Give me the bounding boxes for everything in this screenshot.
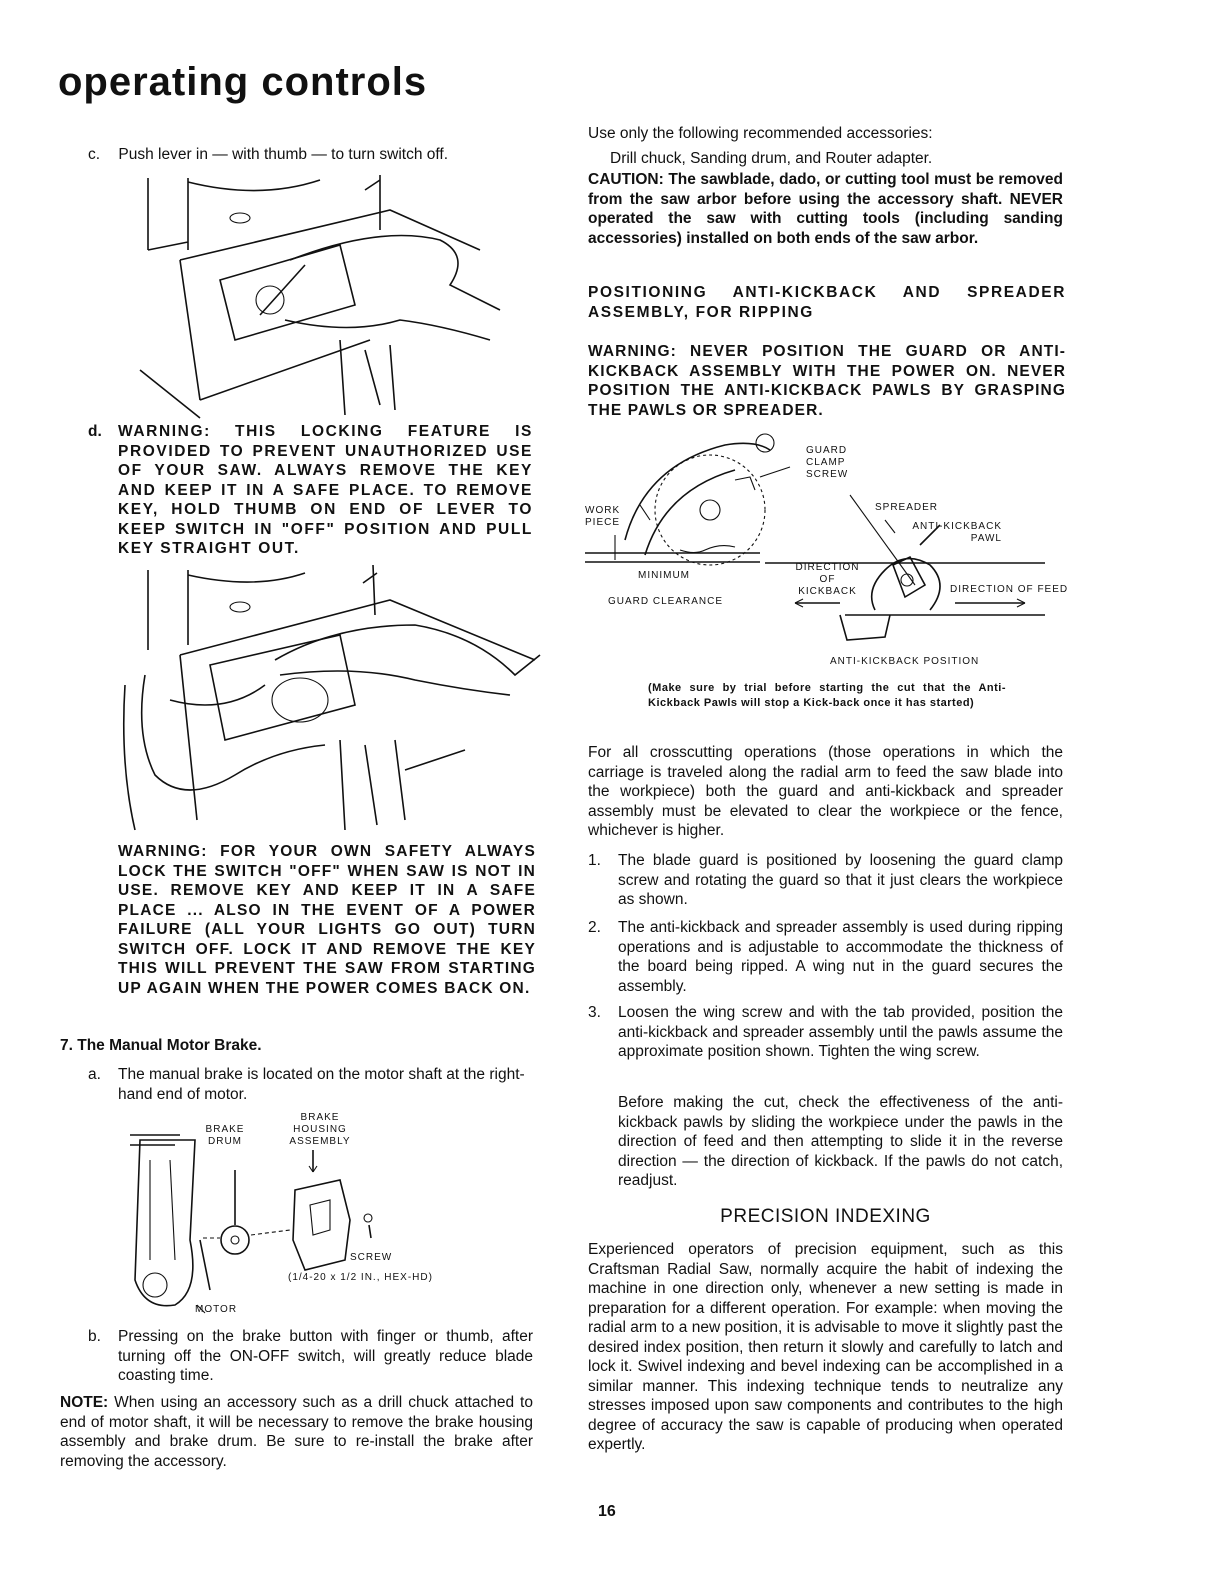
step-2-text: The anti-kickback and spreader assembly is used during ripping operations and is adjustable to accommodate the thickness of the board being ripped. A wing nut in the guard secures the assembly. — [618, 919, 1063, 995]
note-paragraph — [60, 1393, 533, 1471]
step-2 — [588, 918, 1063, 996]
step-3-marker: 3. — [588, 1004, 601, 1021]
step-b — [88, 1327, 533, 1386]
diagram-note: (Make sure by trial before starting the cut that the Anti-Kickback Pawls will stop a Kick-back once it has started) — [648, 682, 1006, 709]
page-title: operating controls — [58, 60, 428, 104]
label-anti-kickback-position: ANTI-KICKBACK POSITION — [830, 656, 980, 667]
step-d-marker: d. — [88, 423, 102, 440]
step-1-text: The blade guard is positioned by loosening the guard clamp screw and rotating the guard so that it just clears the workpiece as shown. — [618, 852, 1063, 908]
step-d-text: WARNING: THIS LOCKING FEATURE IS PROVIDED TO PREVENT UNAUTHORIZED USE OF YOUR SAW. ALWAYS REMOVE THE KEY AND KEEP IT IN A SAFE PLACE. TO REMOVE KEY, HOLD THUMB ON END OF LEVER TO KEEP SWITCH IN "OFF" POSITION AND PULL KEY STRAIGHT OUT. — [118, 423, 533, 557]
label-brake-drum: BRAKE DRUM — [205, 1124, 245, 1147]
precision-indexing-heading: PRECISION INDEXING — [720, 1206, 931, 1227]
label-direction-of-kickback: DIRECTION OF KICKBACK — [795, 562, 860, 597]
positioning-warning: WARNING: NEVER POSITION THE GUARD OR ANTI-KICKBACK ASSEMBLY WITH THE POWER ON. NEVER POSITION THE ANTI-KICKBACK PAWLS BY GRASPING THE PAWLS OR SPREADER. — [588, 343, 1066, 419]
label-screw: SCREW — [350, 1252, 393, 1263]
step-d — [88, 422, 533, 559]
step-c — [88, 145, 538, 165]
step-c-marker: c. — [88, 146, 101, 163]
step-3 — [588, 1003, 1063, 1062]
step-2-marker: 2. — [588, 919, 601, 936]
label-brake-housing: BRAKE HOUSING ASSEMBLY — [289, 1112, 351, 1147]
label-screw-spec: (1/4-20 x 1/2 IN., HEX-HD) — [288, 1272, 433, 1283]
step-a-text: The manual brake is located on the motor shaft at the right-hand end of motor. — [118, 1066, 525, 1103]
crosscut-paragraph: For all crosscutting operations (those operations in which the carriage is traveled along the radial arm to feed the saw blade into the workpiece) both the guard and anti-kickback and spreader assembly must be elevated to clear the workpiece or the fence, whichever is higher. — [588, 744, 1063, 839]
label-motor: MOTOR — [195, 1304, 238, 1315]
label-work-piece: WORK PIECE — [585, 505, 621, 528]
step-c-text: Push lever in — with thumb — to turn switch off. — [118, 146, 449, 163]
label-minimum: MINIMUM — [638, 570, 690, 581]
label-guard-clearance: GUARD CLEARANCE — [608, 596, 724, 607]
accessories-intro: Use only the following recommended accessories: — [588, 125, 933, 142]
label-guard-clamp-screw: GUARD CLAMP SCREW — [806, 445, 849, 480]
caution-paragraph: CAUTION: The sawblade, dado, or cutting tool must be removed from the saw arbor before using the accessory shaft. NEVER operated the saw with cutting tools (including sanding accessories) installed on both ends of the saw arbor. — [588, 171, 1063, 247]
step-a-marker: a. — [88, 1066, 101, 1083]
note-text: When using an accessory such as a drill chuck attached to end of motor shaft, it will be necessary to remove the brake housing assembly and brake drum. Be sure to re-install the brake after removing the accessory. — [60, 1394, 533, 1470]
section7-heading: 7. The Manual Motor Brake. — [60, 1037, 262, 1054]
step-1-marker: 1. — [588, 852, 601, 869]
step-1 — [588, 851, 1063, 910]
key-removal-illustration — [115, 565, 540, 840]
before-cut-paragraph: Before making the cut, check the effectiveness of the anti-kickback pawls by sliding the workpiece under the pawls in the direction of feed and then attempting to slide it in the reverse direction — the direction of kickback. If the pawls do not catch, readjust. — [618, 1094, 1063, 1189]
page-number: 16 — [598, 1503, 616, 1520]
step-b-text: Pressing on the brake button with finger or thumb, after turning off the ON-OFF switch, will greatly reduce blade coasting time. — [118, 1328, 533, 1384]
precision-paragraph: Experienced operators of precision equipment, such as this Craftsman Radial Saw, normally acquire the habit of indexing the machine in one direction only, whenever a new setting is made in preparation for a different operation. For example: when moving the radial arm to a new position, it is advisable to move it slightly past the desired index position, then return it slowly and carefully to latch and lock it. Swivel indexing and bevel indexing can be accomplished in a similar manner. This indexing technique tends to neutralize any stresses imposed upon saw components and contributes to the high degree of accuracy the saw is capable of producing when operated expertly. — [588, 1241, 1063, 1453]
step-b-marker: b. — [88, 1328, 101, 1345]
step-a — [88, 1065, 533, 1104]
label-anti-kickback-pawl: ANTI-KICKBACK PAWL — [912, 521, 1002, 544]
label-direction-of-feed: DIRECTION OF FEED — [950, 584, 1069, 595]
label-spreader: SPREADER — [875, 502, 939, 513]
safety-warning: WARNING: FOR YOUR OWN SAFETY ALWAYS LOCK THE SWITCH "OFF" WHEN SAW IS NOT IN USE. REMOVE KEY AND KEEP IT IN A SAFE PLACE ... ALSO IN THE EVENT OF A POWER FAILURE (ALL YOUR LIGHTS GO OUT) TURN SWITCH OFF. LOCK IT AND REMOVE THE KEY THIS WILL PREVENT THE SAW FROM STARTING UP AGAIN WHEN THE POWER COMES BACK ON. — [118, 843, 536, 997]
accessories-list: Drill chuck, Sanding drum, and Router adapter. — [610, 150, 933, 167]
switch-thumb-illustration — [140, 170, 510, 420]
positioning-heading: POSITIONING ANTI-KICKBACK AND SPREADER ASSEMBLY, FOR RIPPING — [588, 284, 1066, 321]
step-3-text: Loosen the wing screw and with the tab provided, position the anti-kickback and spreader assembly until the pawls assume the approximate position shown. Tighten the wing screw. — [618, 1004, 1063, 1060]
note-label: NOTE: — [60, 1394, 109, 1411]
